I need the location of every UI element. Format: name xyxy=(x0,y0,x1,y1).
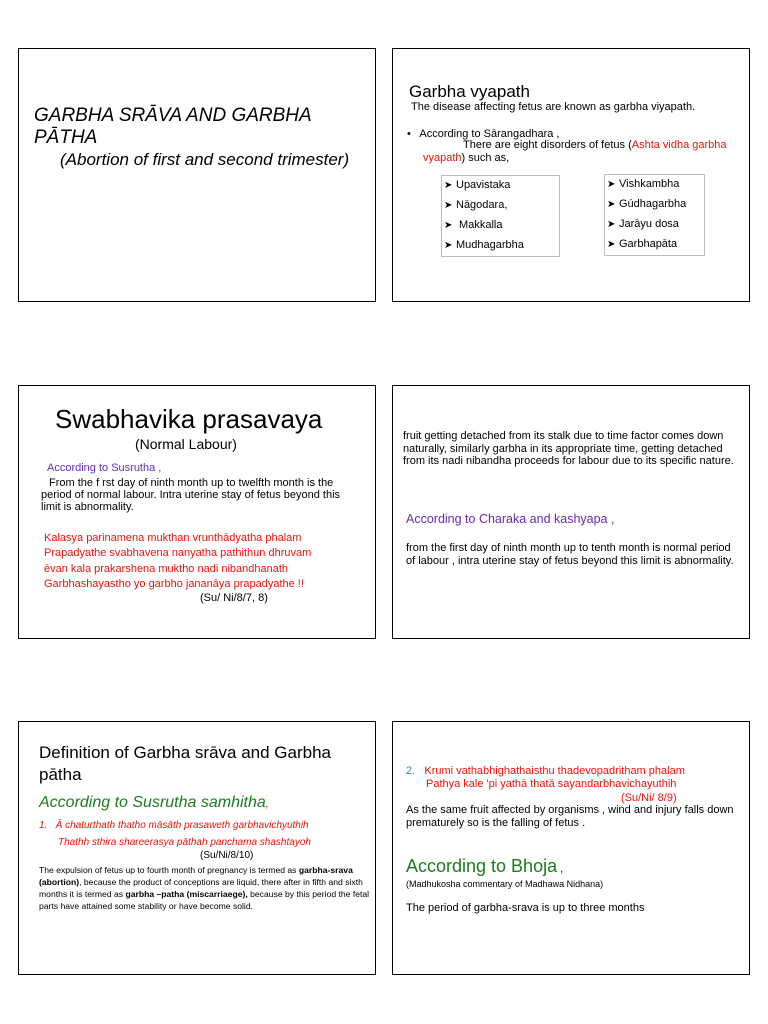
bullet-icon: • xyxy=(407,128,411,140)
list-item: ➤ Makkalla xyxy=(444,216,559,236)
slide5-reference: (Su/Ni/8/10) xyxy=(200,850,254,861)
disorder-list-left xyxy=(441,175,560,257)
slide-swabhavika-prasavaya xyxy=(18,385,376,639)
list-item: ➤ Vishkambha xyxy=(607,175,704,195)
slide-garbha-vyapath xyxy=(392,48,750,302)
slide2-disorders-text: There are eight disorders of fetus (Ashta vidha garbha vyapath) such as, xyxy=(423,139,727,164)
slide3-according: According to Susrutha , xyxy=(47,462,162,474)
slide4-according: According to Charaka and kashyapa , xyxy=(406,512,615,526)
disorder-list-right xyxy=(604,174,705,256)
slide-bhoja xyxy=(392,721,750,975)
slide-definition xyxy=(18,721,376,975)
slide3-subtitle: (Normal Labour) xyxy=(135,436,237,452)
list-item: ➤ Garbhapāta xyxy=(607,235,704,255)
slide6-verse: 2. Krumi vathabhighathaisthu thadevopadritham phalam Pathya kale 'pi yathā thatā sayandarbhavichayuthih xyxy=(406,765,685,790)
slide3-verse: Kalasya parinamena mukthan vrunthādyatha phalam Prapadyathe svabhavena nanyatha pathithun dhruvam ēvan kala prakarshena muktho nadi nibandhanath Garbhashayastho yo garbho jananāya prapadyathe !! xyxy=(44,532,312,590)
arrow-right-icon: ➤ xyxy=(444,180,453,191)
list-item: ➤ Gúdhagarbha xyxy=(607,195,704,215)
arrow-right-icon: ➤ xyxy=(607,199,616,210)
slide6-according: According to Bhoja , xyxy=(406,856,564,876)
arrow-right-icon: ➤ xyxy=(444,240,453,251)
list-item: ➤ Jarāyu dosa xyxy=(607,215,704,235)
slide5-verse: 1. Ā chaturthath thatho māsāth prasaweth garbhavichyuthih Thathh sthira shareerasya pāthah panchama shashtayoh xyxy=(39,820,311,848)
slide2-according-text: According to Sārangadhara , xyxy=(419,128,560,140)
arrow-right-icon: ➤ xyxy=(607,179,616,190)
arrow-right-icon: ➤ xyxy=(444,200,453,211)
list-item: ➤ Upavistaka xyxy=(444,176,559,196)
slide2-definition: The disease affecting fetus are known as garbha viyapath. xyxy=(411,101,696,113)
slide5-according: According to Susrutha samhitha, xyxy=(39,794,269,811)
slide5-body: The expulsion of fetus up to fourth month of pregnancy is termed as garbha-srava (abortion), because the product of conceptions are liquid, there after in fifth and sixth months it is termed as garbha –patha (miscarriaege), because by this period the fetal parts have attained some stability or have become solid. xyxy=(39,865,370,911)
slide3-body: From the f rst day of ninth month up to twelfth month is the period of normal labour. Intra uterine stay of fetus beyond this limit is abnormality. xyxy=(41,477,341,513)
slide1-subtitle: (Abortion of first and second trimester) xyxy=(60,150,350,169)
list-item: ➤ Nāgodara, xyxy=(444,196,559,216)
slide6-commentary: (Madhukosha commentary of Madhawa Nidhana) xyxy=(406,879,604,889)
slide3-reference: (Su/ Ni/8/7, 8) xyxy=(200,592,268,604)
slide4-para2: from the first day of ninth month up to tenth month is normal period of labour , intra uterine stay of fetus beyond this limit is abnormality. xyxy=(406,542,734,567)
slide-garbha-srava-title xyxy=(18,48,376,302)
slide4-para1: fruit getting detached from its stalk due to time factor comes down naturally, similarly garbha in its appropriate time, getting detached from its nadi nibandha proceeds for labour due to its specific nature. xyxy=(403,430,734,467)
arrow-right-icon: ➤ xyxy=(444,220,453,231)
list-item: ➤ Mudhagarbha xyxy=(444,236,559,256)
slide6-reference: (Su/Ni/ 8/9) xyxy=(621,792,677,804)
slide6-para1: As the same fruit affected by organisms , wind and injury falls down prematurely so is the falling of fetus . xyxy=(406,804,734,829)
slide1-title: GARBHA SRĀVA AND GARBHA PĀTHA xyxy=(34,105,311,148)
slide2-title: Garbha vyapath xyxy=(409,82,530,101)
ashta-vidha-term: Ashta vidha garbha vyapath xyxy=(423,139,727,164)
arrow-right-icon: ➤ xyxy=(607,239,616,250)
arrow-right-icon: ➤ xyxy=(607,219,616,230)
slide-labour-continued xyxy=(392,385,750,639)
slide5-title: Definition of Garbha srāva and Garbha pātha xyxy=(39,743,332,784)
slide6-para2: The period of garbha-srava is up to three months xyxy=(406,902,645,914)
slide3-title: Swabhavika prasavaya xyxy=(55,404,323,434)
